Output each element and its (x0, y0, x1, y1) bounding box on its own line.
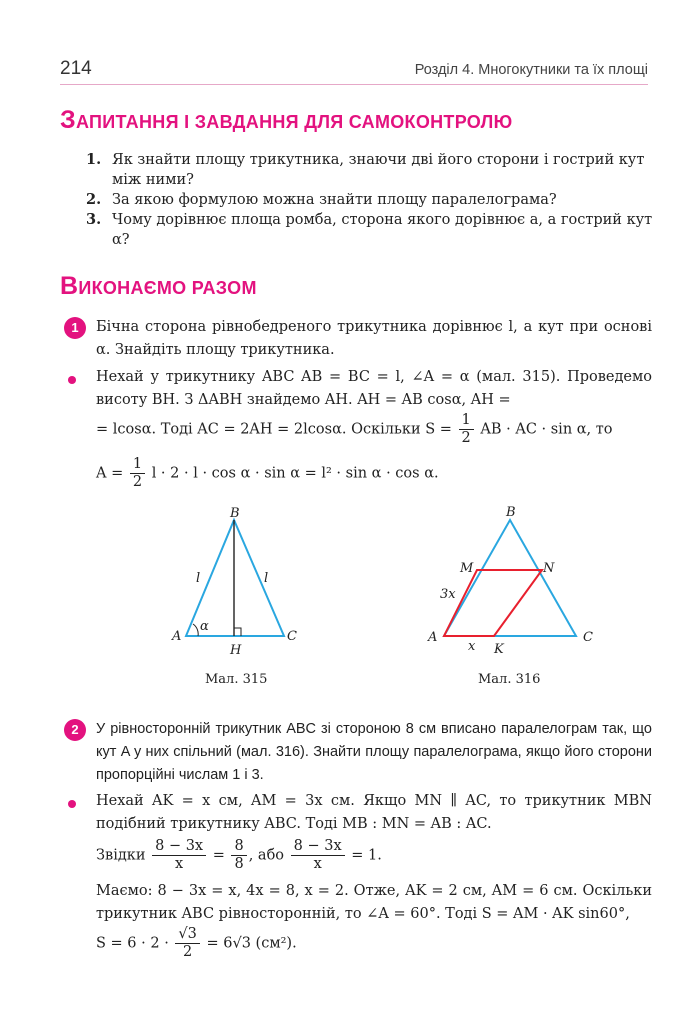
figure-316-caption: Мал. 316 (478, 672, 541, 687)
triangle-abc (444, 520, 576, 636)
figure-316-equilateral-triangle (420, 500, 610, 660)
figure-315-isosceles-triangle (160, 500, 320, 660)
label-alpha: α (200, 619, 209, 634)
page-number: 214 (60, 58, 92, 79)
fraction-sqrt3-over-2: $\frac{√3}{2}$ (175, 926, 199, 961)
fraction: $\frac{8 - 3x}{x}$ (152, 838, 206, 873)
parallelogram-amnk (444, 570, 542, 636)
question-item: 1. Як знайти площу трикутника, знаючи дві його сторони і гострий кут між ними? (86, 151, 645, 188)
task2-conclusion: Маємо: 8 − 3x = x, 4x = 8, x = 2. Отже, AK = 2 см, AM = 6 см. Оскільки трикутник ABC рівносторонній, то ∠A = 60°. Тоді S = AM · AK sin60°, (96, 883, 652, 922)
question-list (86, 150, 666, 250)
angle-alpha-arc (193, 624, 198, 636)
task1-solution-line2: = lcosα. Тоді AC = 2AH = 2lcosα. Оскільки S = $\frac{1}{2}$ AB · AC · sin α, то (96, 412, 613, 446)
fraction-one-half: $\frac{1}{2}$ (459, 412, 474, 447)
section-title-self-control: ЗАПИТАННЯ І ЗАВДАННЯ ДЛЯ САМОКОНТРОЛЮ (60, 106, 513, 134)
solution-bullet-icon (68, 800, 76, 808)
label-a: A (428, 630, 438, 645)
label-k: K (494, 642, 504, 657)
label-l-left: l (196, 571, 201, 586)
fraction-one-half: $\frac{1}{2}$ (130, 456, 145, 491)
question-item: 3. Чому дорівнює площа ромба, сторона якого дорівнює a, а гострий кут α? (86, 211, 653, 248)
label-m: M (460, 561, 474, 576)
section-title-do-together: ВИКОНАЄМО РАЗОМ (60, 272, 257, 300)
label-a: A (172, 629, 182, 644)
label-c: C (287, 629, 297, 644)
task1-statement: Бічна сторона рівнобедреного трикутника дорівнює l, а кут при основі α. Знайдіть площу трикутника. (96, 319, 652, 358)
task2-proportion-line: Звідки $\frac{8 - 3x}{x}$ = $\frac{8}{8}$ , або $\frac{8 - 3x}{x}$ = 1. (96, 838, 382, 872)
task-number-badge: 1 (64, 317, 86, 339)
question-item: 2. За якою формулою можна знайти площу паралелограма? (86, 191, 557, 208)
task1-solution-line1: Нехай у трикутнику ABC AB = BC = l, ∠A = α (мал. 315). Проведемо висоту BH. З ΔABH знайдемо AH. AH = AB cosα, AH = (96, 369, 652, 408)
figure-315-caption: Мал. 315 (205, 672, 268, 687)
label-c: C (583, 630, 593, 645)
label-x: x (468, 639, 476, 654)
solution-bullet-icon (68, 376, 76, 384)
label-b: B (506, 505, 516, 520)
label-n: N (543, 561, 555, 576)
fraction: $\frac{8 - 3x}{x}$ (291, 838, 345, 873)
label-3x: 3x (440, 587, 456, 602)
label-h: H (230, 643, 242, 658)
task1-solution-line3: A = $\frac{1}{2}$ l · 2 · l · cos α · sin α = l² · sin α · cos α. (96, 456, 439, 490)
header-rule (60, 84, 648, 85)
task2-statement: У рівносторонній трикутник ABC зі стороною 8 см вписано паралелограм так, що кут A у них спільний (мал. 316). Знайти площу паралелограма, якщо його сторони пропорційні числам 1 і 3. (96, 721, 652, 783)
task-number-badge: 2 (64, 719, 86, 741)
task2-solution-intro: Нехай AK = x см, AM = 3x см. Якщо MN ∥ AC, то трикутник MBN подібний трикутнику ABC. Тоді MB : MN = AB : AC. (96, 793, 652, 832)
running-head: Розділ 4. Многокутники та їх площі (414, 62, 648, 78)
task2-final-result: S = 6 · 2 · $\frac{√3}{2}$ = 6√3 (см²). (96, 926, 297, 960)
fraction: $\frac{8}{8}$ (231, 838, 246, 873)
label-l-right: l (264, 571, 269, 586)
right-angle-mark (234, 628, 241, 636)
label-b: B (230, 506, 240, 521)
